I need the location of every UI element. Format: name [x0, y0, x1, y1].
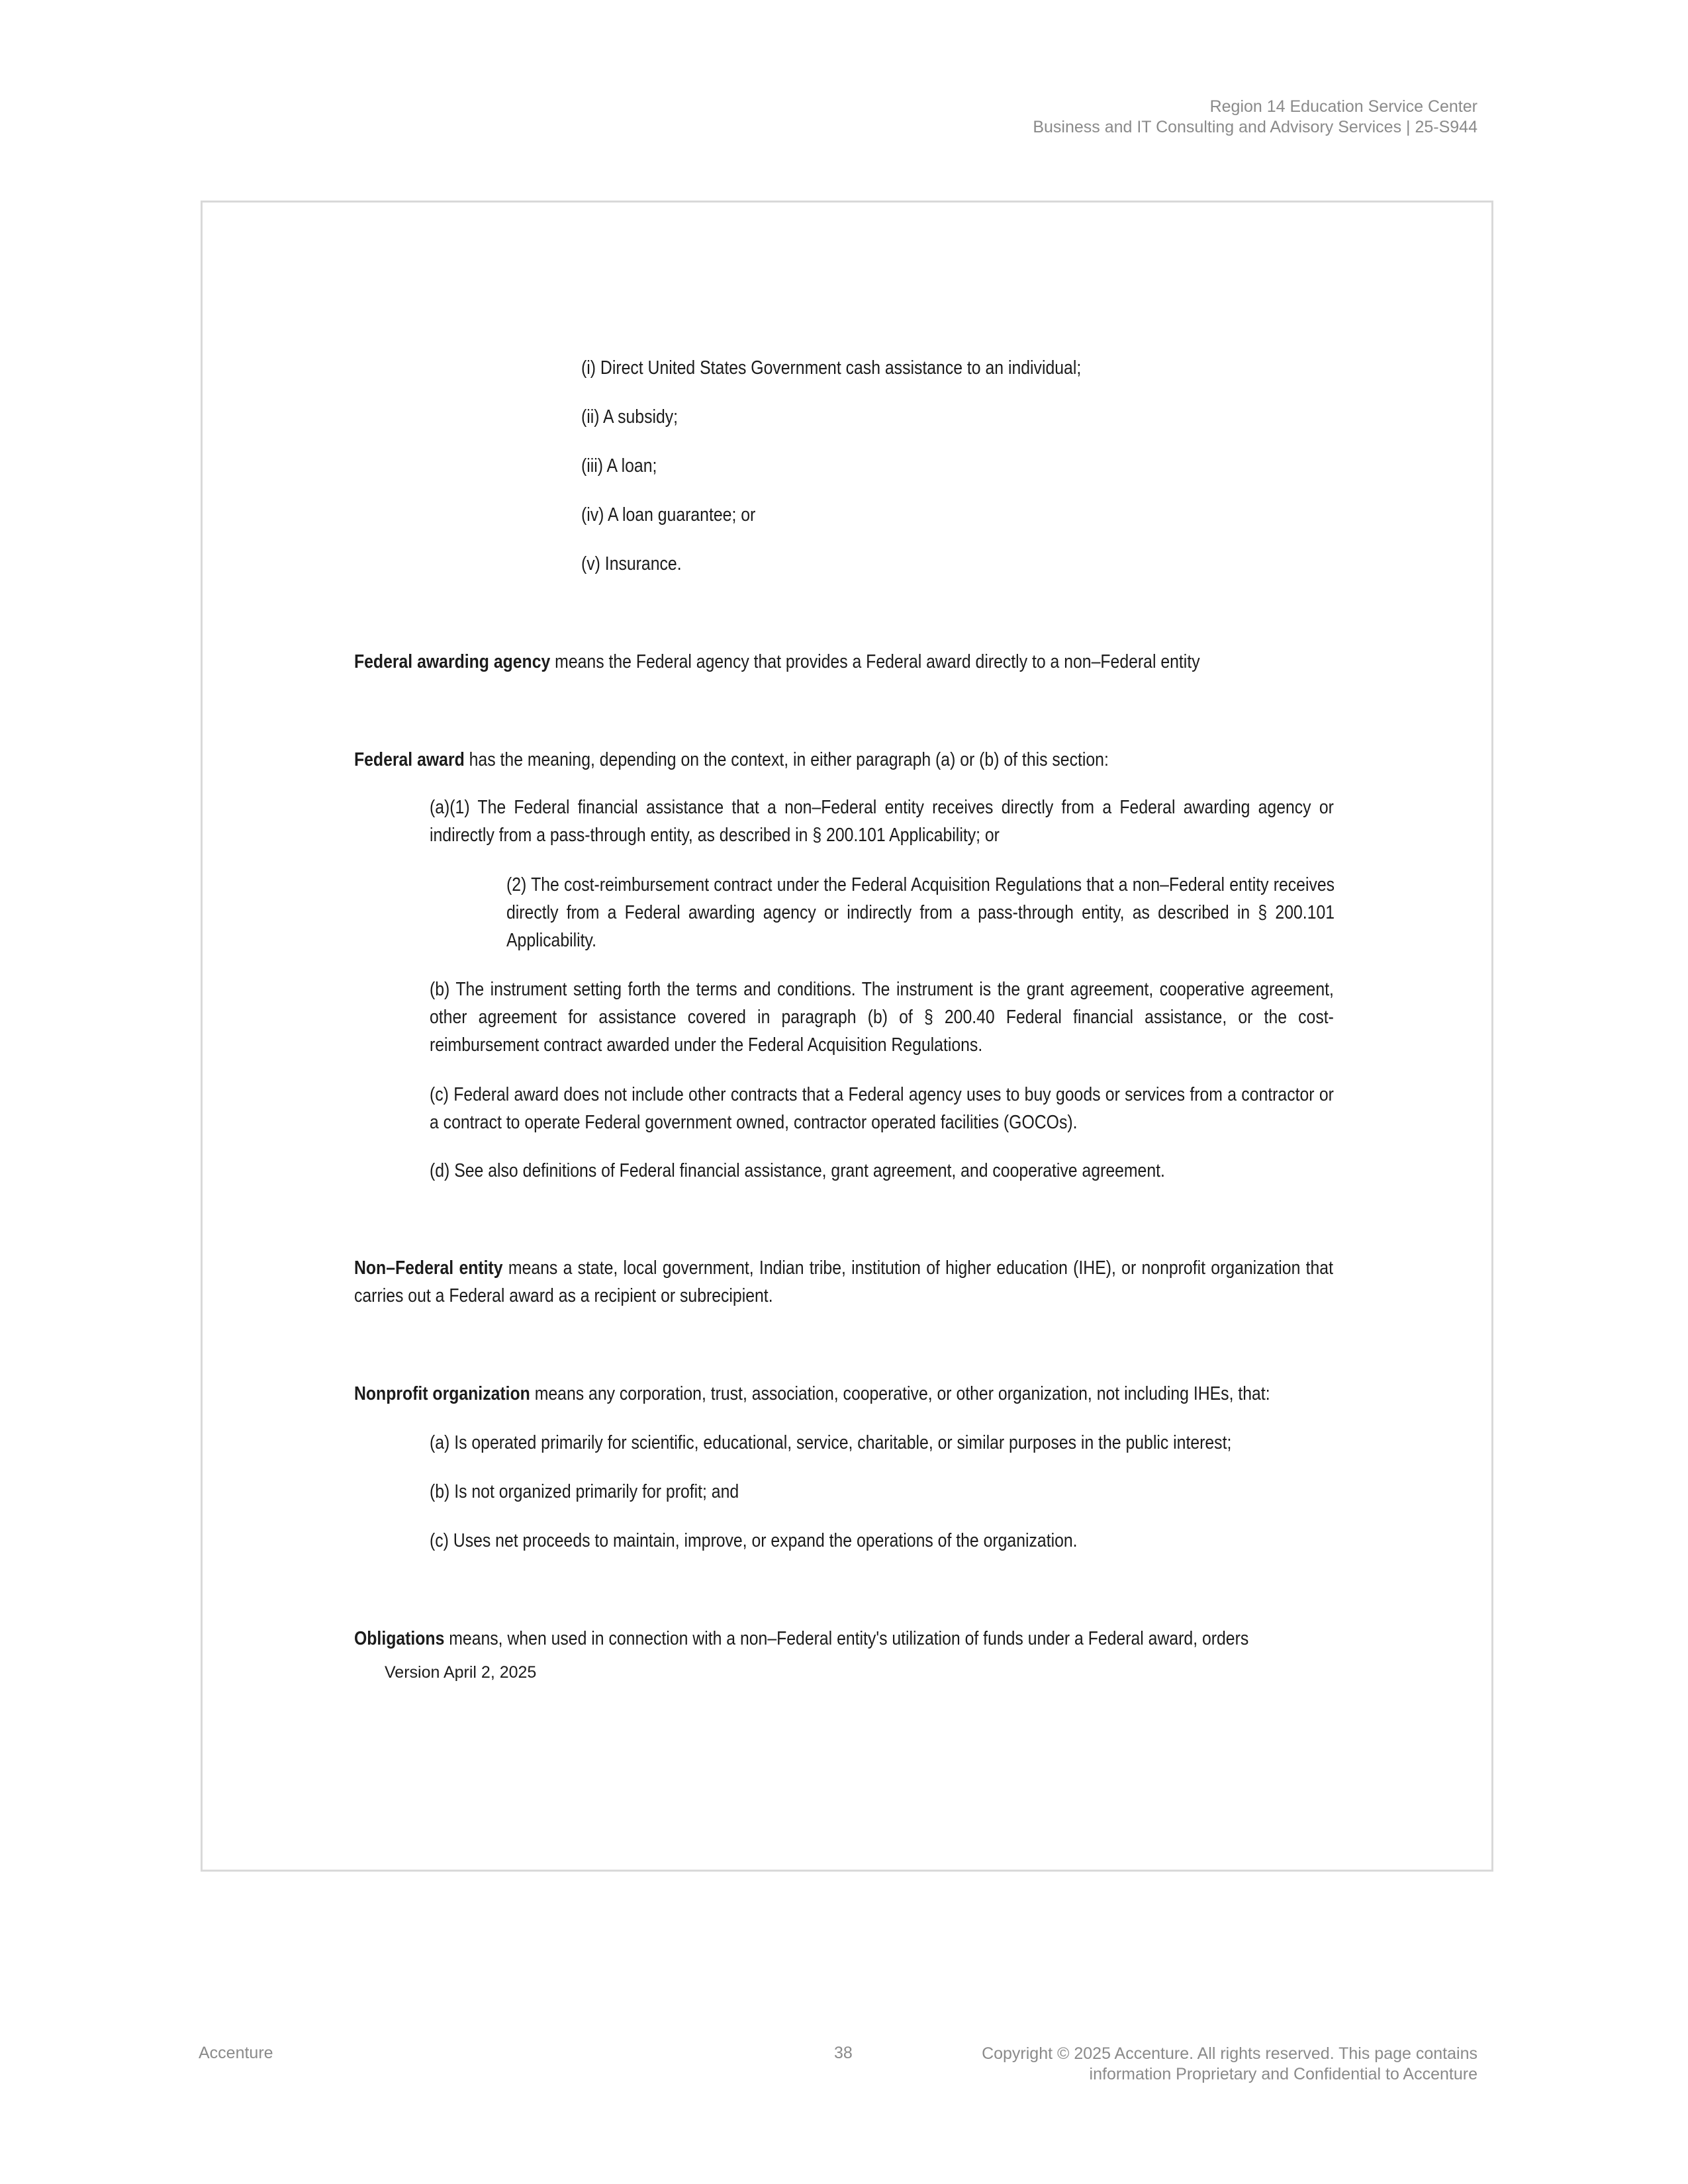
list-item: (v) Insurance.	[581, 553, 682, 574]
definition-non-federal-entity	[354, 1254, 1333, 1310]
nonprofit-clause-c: (c) Uses net proceeds to maintain, improve, or expand the operations of the organization.	[430, 1530, 1078, 1551]
definition-obligations	[354, 1625, 1344, 1653]
federal-award-clause-b: (b) The instrument setting forth the terms and conditions. The instrument is the grant agreement, cooperative agreement, other agreement for assistance covered in paragraph (b) of § 200.40 Federal financial assistance, or the cost-reimbursement contract awarded under the Federal Acquisition Regulations.	[430, 979, 1334, 1056]
copyright-line: Copyright © 2025 Accenture. All rights reserved. This page contains	[982, 2044, 1477, 2063]
definition-federal-award	[354, 746, 1344, 774]
definition-term: Nonprofit organization	[354, 1383, 530, 1404]
definition-term: Non–Federal entity	[354, 1257, 503, 1279]
list-item: (ii) A subsidy;	[581, 406, 679, 428]
list-item: (iv) A loan guarantee; or	[581, 504, 756, 525]
copyright-line: information Proprietary and Confidential to Accenture	[1089, 2065, 1477, 2083]
footer-copyright	[982, 2044, 1477, 2085]
definition-text: means, when used in connection with a non–Federal entity's utilization of funds under a Federal award, orders	[444, 1628, 1249, 1649]
definition-federal-awarding-agency	[354, 648, 1344, 676]
definition-term: Federal award	[354, 749, 465, 770]
federal-award-clause-a2: (2) The cost-reimbursement contract under the Federal Acquisition Regulations that a non–Federal entity receives directly from a Federal awarding agency or indirectly from a pass-through entity, as described in § 200.101 Applicability.	[506, 874, 1335, 951]
federal-award-clause-c: (c) Federal award does not include other contracts that a Federal agency uses to buy goods or services from a contractor or a contract to operate Federal government owned, contractor operated facilities (GOCOs).	[430, 1084, 1334, 1133]
definition-text: means the Federal agency that provides a Federal award directly to a non–Federal entity	[550, 651, 1200, 672]
nonprofit-clause-b: (b) Is not organized primarily for profit; and	[430, 1481, 739, 1502]
definition-text: has the meaning, depending on the context, in either paragraph (a) or (b) of this section:	[464, 749, 1109, 770]
header-client-name: Region 14 Education Service Center	[1209, 97, 1477, 116]
definition-term: Federal awarding agency	[354, 651, 551, 672]
list-item: (iii) A loan;	[581, 455, 657, 477]
definition-term: Obligations	[354, 1628, 445, 1649]
list-item: (i) Direct United States Government cash assistance to an individual;	[581, 357, 1082, 379]
nonprofit-clause-a: (a) Is operated primarily for scientific, educational, service, charitable, or similar purposes in the public interest;	[430, 1432, 1232, 1453]
header-project-title: Business and IT Consulting and Advisory Services | 25-S944	[1033, 118, 1477, 136]
page-number: 38	[834, 2044, 853, 2062]
federal-award-clause-d: (d) See also definitions of Federal financial assistance, grant agreement, and cooperative agreement.	[430, 1160, 1165, 1181]
federal-award-clause-a1: (a)(1) The Federal financial assistance that a non–Federal entity receives directly from a Federal awarding agency or indirectly from a pass-through entity, as described in § 200.101 Applicability; or	[430, 797, 1334, 846]
version-label: Version April 2, 2025	[385, 1663, 537, 1682]
definition-text: means a state, local government, Indian tribe, institution of higher education (IHE), or nonprofit organization that carries out a Federal award as a recipient or subrecipient.	[354, 1257, 1333, 1306]
page-header	[1033, 97, 1477, 138]
footer-company: Accenture	[199, 2044, 273, 2062]
definition-nonprofit-organization	[354, 1380, 1344, 1408]
definition-text: means any corporation, trust, association, cooperative, or other organization, not including IHEs, that:	[530, 1383, 1270, 1404]
